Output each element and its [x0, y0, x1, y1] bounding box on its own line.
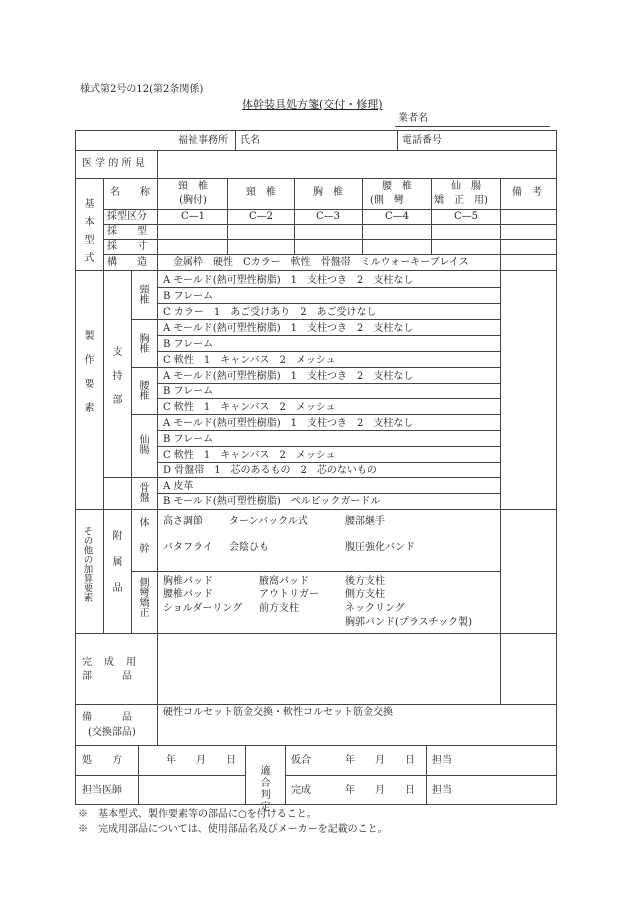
scoliosis-item-6: 側方支柱 [345, 589, 385, 600]
scoliosis-item-1: 胸椎パッド [163, 576, 213, 587]
trunk-item-4: バタフライ [163, 542, 213, 553]
group-lumbar [137, 380, 151, 400]
finished-parts-line1: 完 成 用 [82, 657, 137, 668]
complete-label: 完成 [291, 785, 311, 796]
col-1-line2: (胸付) [179, 195, 207, 206]
judgment-section [258, 765, 274, 813]
col-5-line1: 仙 腸 [451, 181, 481, 192]
class-c2: C—2 [248, 211, 273, 222]
basic-type-label: 基本型式 [82, 198, 93, 270]
basic-type-section [82, 198, 96, 270]
medical-findings-label: 医 学 的 所 見 [82, 158, 145, 169]
scoliosis-item-9: ネックリング [345, 603, 405, 614]
col-2-label: 頸 椎 [246, 187, 276, 198]
class-c1: C—1 [180, 211, 205, 222]
group-cervical-label: 頸椎 [137, 284, 148, 304]
pelvic-a: A 皮革 [163, 481, 194, 492]
col-5-line2: 矯 正 用) [434, 195, 488, 206]
class-c5: C—5 [453, 211, 478, 222]
scoliosis-item-10: 胸郭バンド(プラスチック製) [345, 617, 473, 628]
note-2: ※ 完成用部品については、使用部品名及びメーカーを記載のこと。 [78, 824, 388, 835]
class-label: 採型区分 [107, 211, 147, 222]
trunk-item-2: ターンバックル式 [229, 516, 308, 527]
group-lumbar-label: 腰椎 [137, 380, 148, 400]
col-4-line2: (側 彎 [370, 195, 404, 206]
group-thoracic-label: 胸椎 [137, 333, 148, 353]
scoliosis-item-8: 前方支柱 [259, 603, 299, 614]
lumbar-a: A モールド(熱可塑性樹脂) 1 支柱つき 2 支柱なし [163, 371, 414, 382]
structure-label: 構 造 [107, 257, 147, 268]
scoliosis-item-4: 腰椎パッド [163, 589, 213, 600]
sacroiliac-a: A モールド(熱可塑性樹脂) 1 支柱つき 2 支柱なし [163, 418, 414, 429]
sacroiliac-b: B フレーム [163, 434, 214, 445]
scoliosis-label: 側彎矯正 [137, 577, 148, 617]
trunk-section [137, 517, 151, 569]
prescription-date: 年 月 日 [166, 755, 236, 766]
remarks-label: 備 考 [512, 187, 542, 198]
name-label: 氏名 [240, 135, 260, 146]
thoracic-b: B フレーム [163, 339, 214, 350]
form-number: 様式第2号の12(第2条関係) [80, 84, 204, 95]
attach-section [110, 530, 124, 608]
size-label: 採 寸 [107, 241, 147, 252]
group-thoracic [137, 333, 151, 353]
complete-date: 年 月 日 [345, 785, 415, 796]
scoliosis-item-2: 腋窩パッド [259, 576, 309, 587]
pelvic-b: B モールド(熱可塑性樹脂) ペルビックガードル [163, 496, 381, 507]
group-pelvic-label: 骨盤 [137, 482, 148, 502]
group-cervical [137, 284, 151, 304]
trunk-label: 体幹 [137, 517, 148, 569]
scoliosis-item-7: ショルダーリング [163, 603, 243, 614]
provisional-date: 年 月 日 [345, 755, 415, 766]
trunk-item-3: 腰部継手 [345, 516, 385, 527]
col-4-line1: 腰 椎 [382, 181, 412, 192]
spare-parts-line2: (交換部品) [88, 727, 136, 738]
class-c4: C—4 [384, 211, 409, 222]
group-sacroiliac [137, 434, 151, 454]
scoliosis-item-5: アウトリガー [259, 589, 319, 600]
additional-label: その他の加算要素 [81, 526, 93, 602]
manufacturing-section [82, 330, 96, 426]
phone-label: 電話番号 [402, 135, 442, 146]
col-3-label: 胸 椎 [313, 187, 343, 198]
maker-label: 業者名 [398, 113, 428, 124]
group-pelvic [137, 482, 151, 502]
spare-parts-value: 硬性コルセット筋金交換・軟性コルセット筋金交換 [163, 707, 393, 718]
trunk-item-5: 会陰ひも [229, 542, 269, 553]
trunk-item-6: 腹圧強化バンド [345, 542, 415, 553]
cervical-b: B フレーム [163, 291, 214, 302]
spare-parts-line1: 備 品 [82, 712, 132, 723]
structure-value: 金属枠 硬性 Cカラー 軟性 骨盤帯 ミルウォーキーブレイス [173, 257, 469, 268]
office-label: 福祉事務所 [178, 135, 228, 146]
provisional-label: 仮合 [291, 755, 311, 766]
scoliosis-section [137, 577, 151, 617]
col-1-line1: 頸 椎 [178, 181, 208, 192]
mold-label: 採 型 [107, 226, 147, 237]
trunk-item-1: 高さ調節 [163, 516, 203, 527]
additional-section [82, 526, 96, 602]
provisional-charge: 担当 [432, 755, 452, 766]
finished-parts-line2: 部 品 [82, 671, 132, 682]
class-c3: C—3 [315, 211, 340, 222]
lumbar-c: C 軟性 1 キャンバス 2 メッシュ [163, 402, 336, 413]
doctor-label: 担当医師 [82, 785, 122, 796]
cervical-c: C カラー 1 あご受けあり 2 あご受けなし [163, 307, 377, 318]
thoracic-a: A モールド(熱可塑性樹脂) 1 支柱つき 2 支柱なし [163, 323, 414, 334]
attach-label: 附属品 [110, 530, 121, 608]
support-section [110, 346, 124, 418]
sacroiliac-d: D 骨盤帯 1 芯のあるもの 2 芯のないもの [163, 465, 377, 476]
name-col-label: 名 称 [110, 187, 150, 198]
form-title: 体幹装具処方箋(交付・修理) [242, 98, 383, 111]
manufacturing-label: 製作要素 [82, 330, 93, 426]
cervical-a: A モールド(熱可塑性樹脂) 1 支柱つき 2 支柱なし [163, 275, 414, 286]
complete-charge: 担当 [432, 785, 452, 796]
judgment-label: 適合判定 [258, 765, 269, 813]
thoracic-c: C 軟性 1 キャンバス 2 メッシュ [163, 355, 336, 366]
scoliosis-item-3: 後方支柱 [345, 576, 385, 587]
prescription-label: 処 方 [82, 755, 122, 766]
group-sacroiliac-label: 仙腸 [137, 434, 148, 454]
lumbar-b: B フレーム [163, 386, 214, 397]
note-1: ※ 基本型式、製作要素等の部品に○を付けること。 [78, 809, 317, 820]
sacroiliac-c: C 軟性 1 キャンバス 2 メッシュ [163, 450, 336, 461]
support-label: 支持部 [110, 346, 121, 418]
